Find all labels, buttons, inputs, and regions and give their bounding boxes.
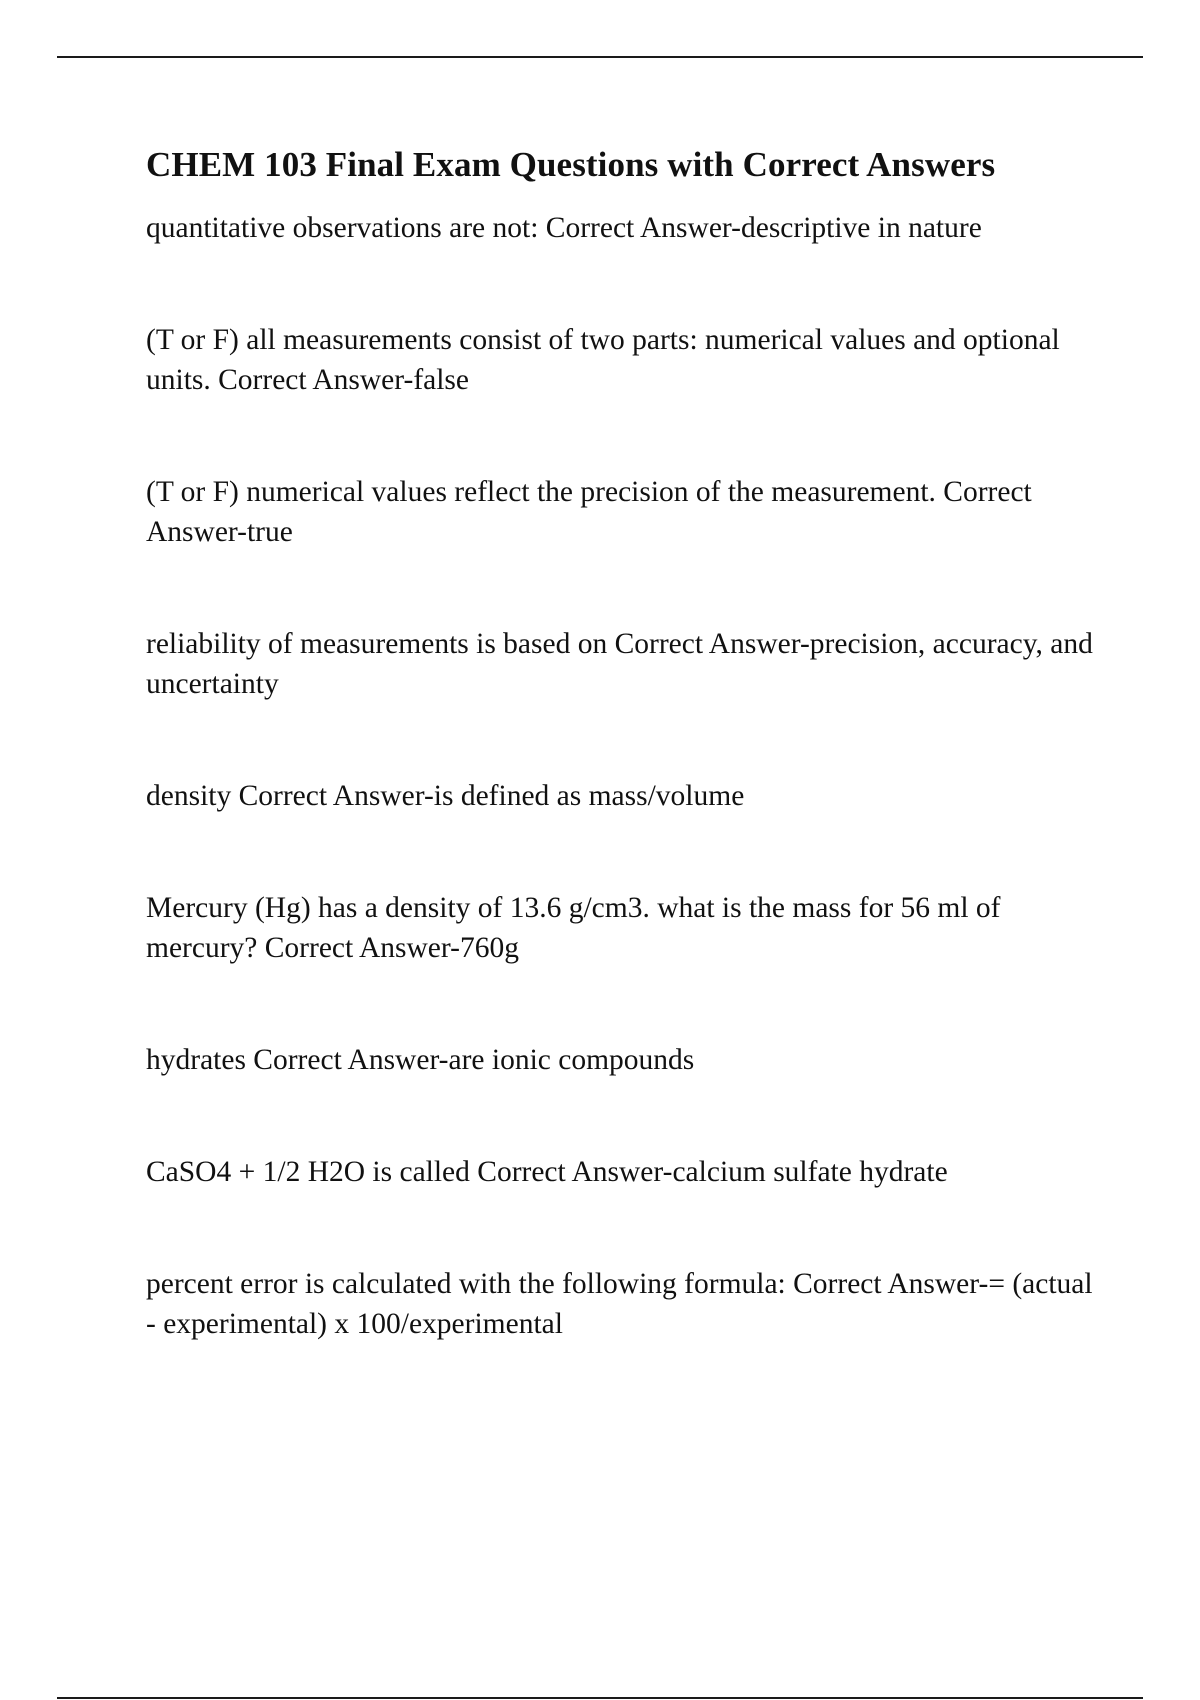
top-divider [57,56,1143,58]
qa-item-4: reliability of measurements is based on Correct Answer-precision, accuracy, and uncertainty [146,628,1101,700]
question-answer-list [146,208,1101,1344]
qa-item-6: Mercury (Hg) has a density of 13.6 g/cm3. what is the mass for 56 ml of mercury? Correct Answer-760g [146,892,1008,964]
qa-item-9: percent error is calculated with the following formula: Correct Answer-= (actual - experimental) x 100/experimental [146,1268,1100,1340]
qa-item-7: hydrates Correct Answer-are ionic compounds [146,1044,695,1076]
qa-item-1: quantitative observations are not: Correct Answer-descriptive in nature [146,212,982,244]
qa-item-8: CaSO4 + 1/2 H2O is called Correct Answer-calcium sulfate hydrate [146,1156,948,1188]
qa-item-2: (T or F) all measurements consist of two parts: numerical values and optional units. Correct Answer-false [146,324,1068,396]
document-body [146,140,1101,1344]
bottom-divider [57,1697,1143,1699]
qa-item-3: (T or F) numerical values reflect the precision of the measurement. Correct Answer-true [146,476,1038,548]
qa-item-5: density Correct Answer-is defined as mass/volume [146,780,745,812]
document-title: CHEM 103 Final Exam Questions with Correct Answers [146,145,996,184]
